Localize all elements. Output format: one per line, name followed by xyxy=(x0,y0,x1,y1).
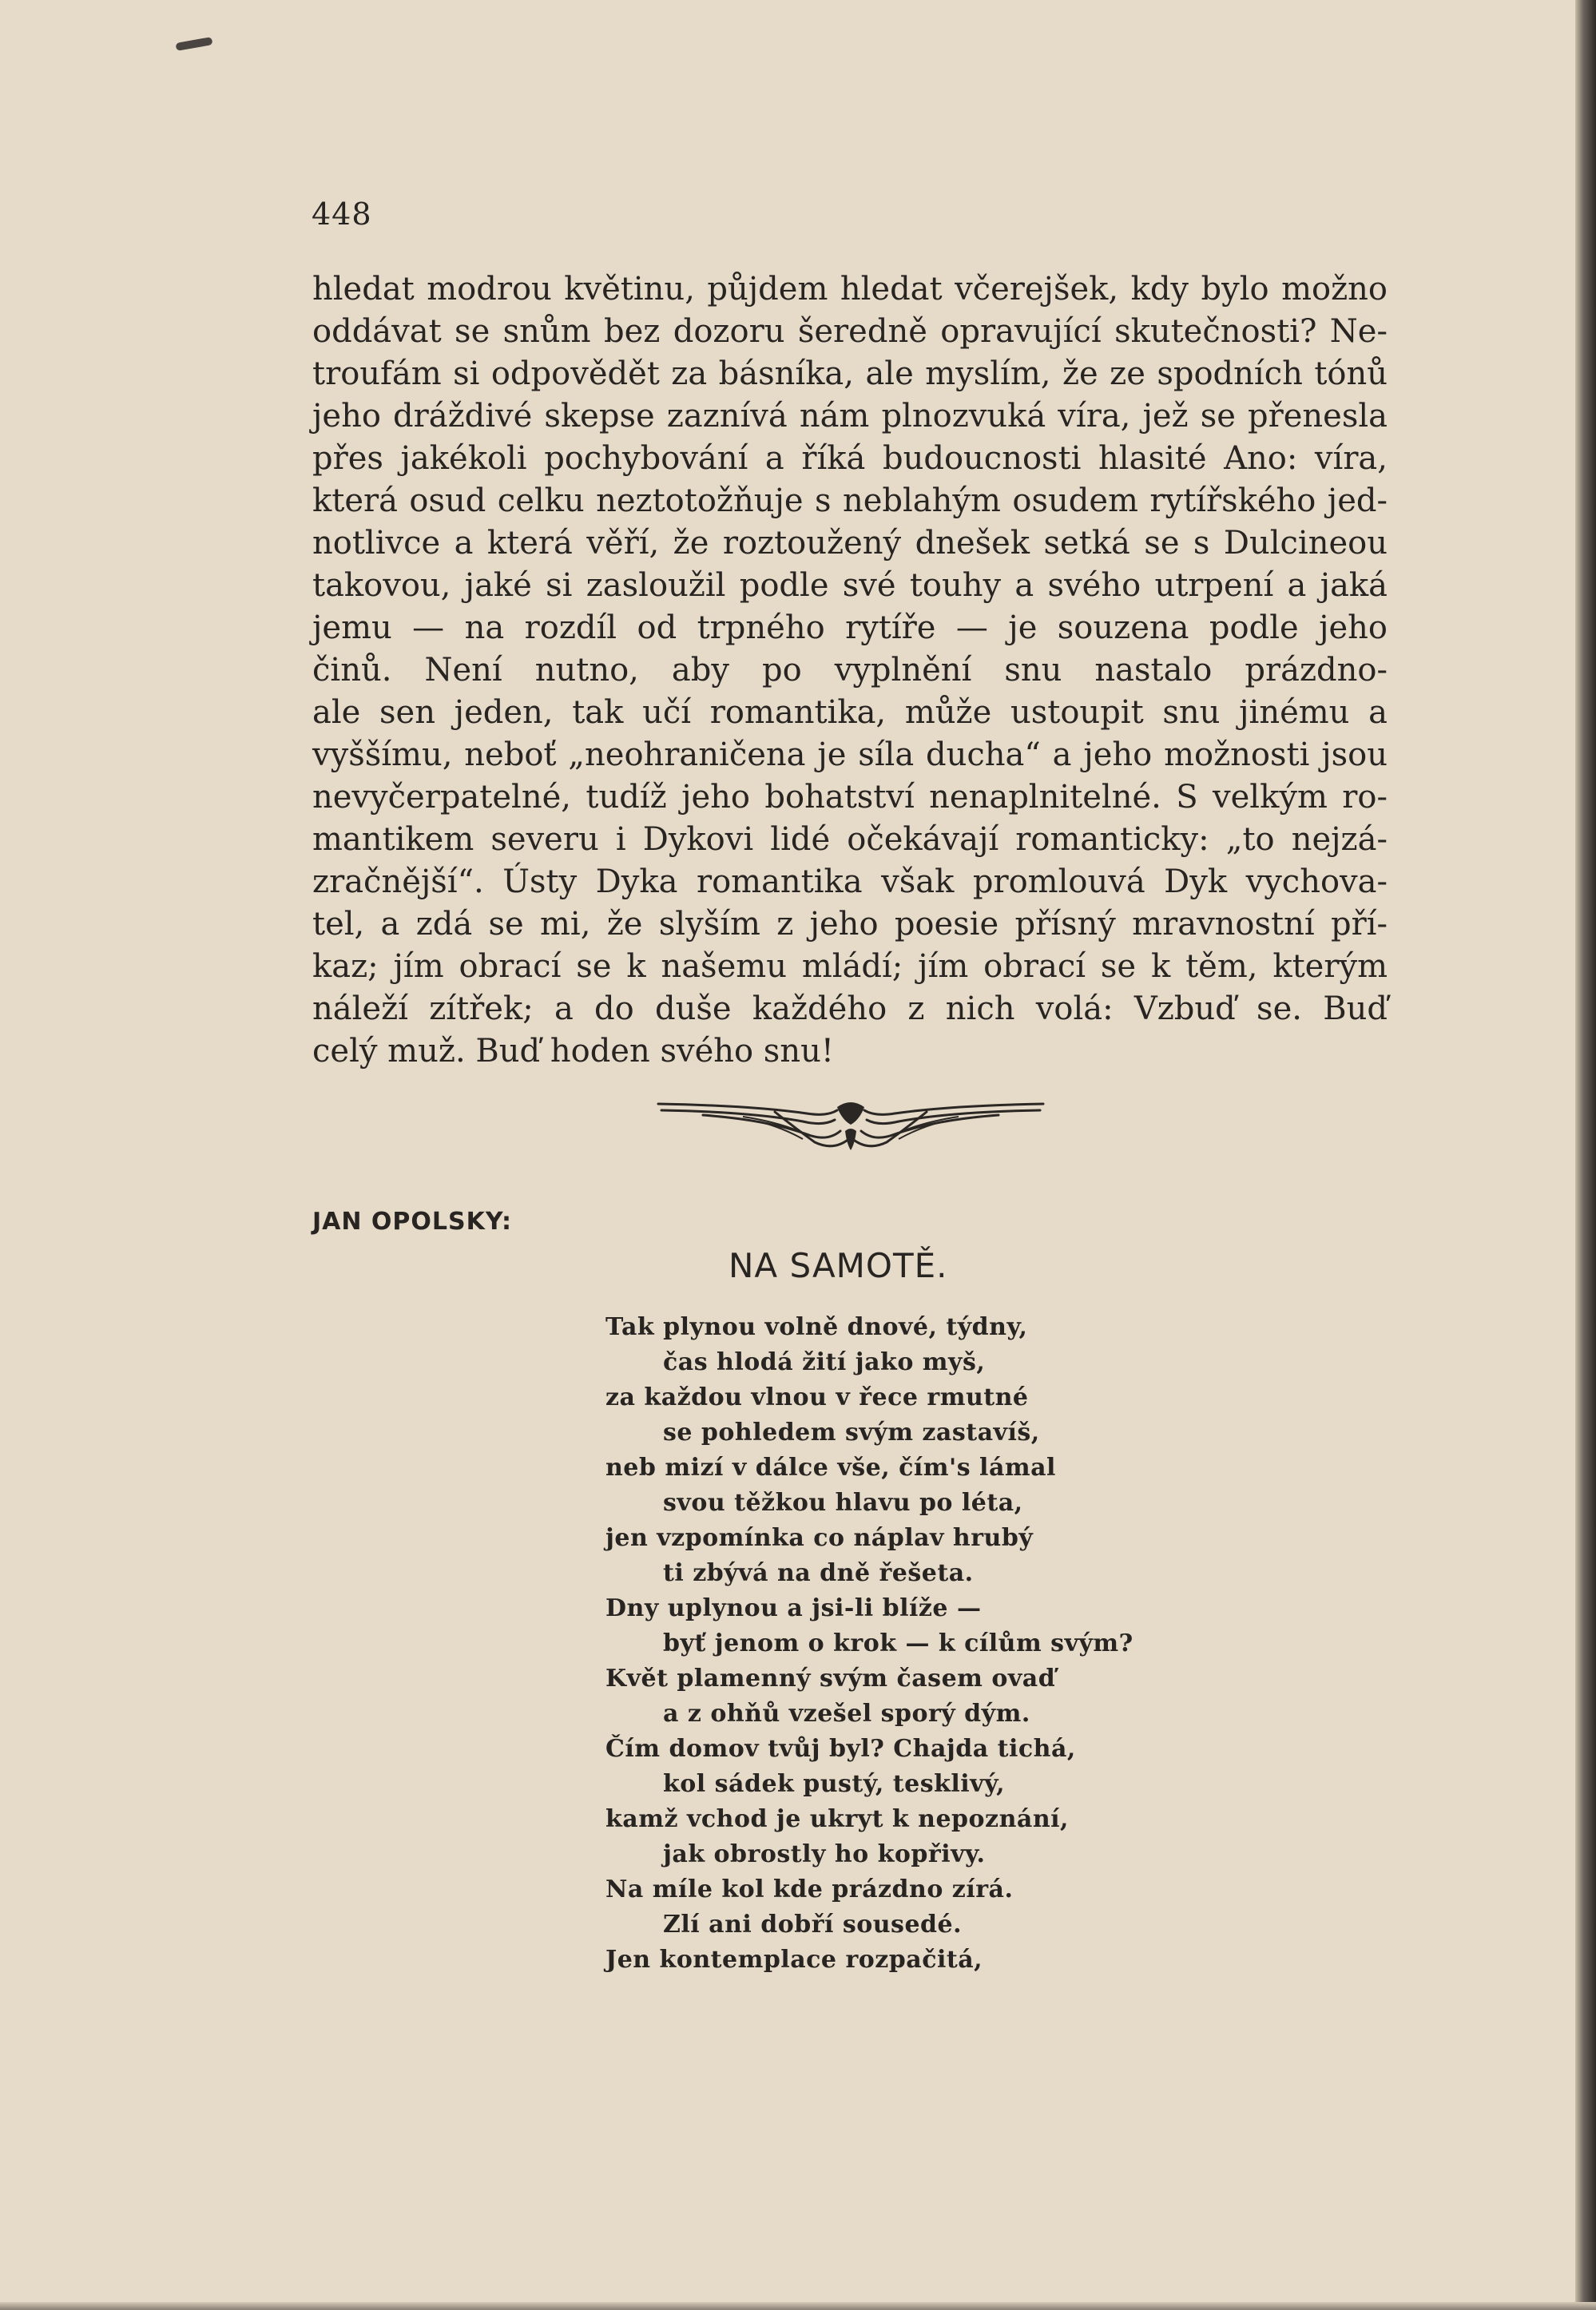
poem-line: Čím domov tvůj byl? Chajda tichá, xyxy=(605,1735,1076,1763)
poem-line: svou těžkou hlavu po léta, xyxy=(663,1489,1023,1517)
prose-line: vyššímu, neboť „neohraničena je síla ducha“ a jeho možnosti jsou xyxy=(312,736,1388,773)
prose-line: přes jakékoli pochybování a říká budoucnosti hlasité Ano: víra, xyxy=(312,440,1388,477)
prose-line: celý muž. Buď hoden svého snu! xyxy=(312,1033,834,1070)
prose-line: jeho dráždivé skepse zaznívá nám plnozvuká víra, jež se přenesla xyxy=(312,398,1388,435)
poem-line: kol sádek pustý, tesklivý, xyxy=(663,1770,1006,1798)
poem-line: Květ plamenný svým časem ovaď xyxy=(605,1665,1056,1693)
poem-line: Na míle kol kde prázdno zírá. xyxy=(605,1875,1014,1903)
ink-smudge xyxy=(175,37,212,51)
poem-line: neb mizí v dálce vše, čím's lámal xyxy=(605,1454,1056,1482)
prose-line: takovou, jaké si zasloužil podle své touhy a svého utrpení a jaká xyxy=(312,567,1388,604)
poem-line: se pohledem svým zastavíš, xyxy=(663,1419,1040,1447)
prose-line: troufám si odpovědět za básníka, ale myslím, že ze spodních tónů xyxy=(312,355,1388,392)
poem-line: byť jenom o krok — k cílům svým? xyxy=(663,1629,1133,1657)
poem-line: čas hlodá žití jako myš, xyxy=(663,1348,986,1376)
prose-line: tel, a zdá se mi, že slyším z jeho poesie přísný mravnostní pří- xyxy=(312,906,1388,943)
poem-line: Tak plynou volně dnové, týdny, xyxy=(605,1313,1028,1341)
poem-line: ti zbývá na dně řešeta. xyxy=(663,1559,974,1587)
prose-line: náleží zítřek; a do duše každého z nich volá: Vzbuď se. Buď xyxy=(312,990,1388,1027)
prose-line: hledat modrou květinu, půjdem hledat včerejšek, kdy bylo možno xyxy=(312,271,1388,308)
prose-line: oddávat se snům bez dozoru šeredně opravující skutečnosti? Ne- xyxy=(312,313,1388,350)
prose-line: ale sen jeden, tak učí romantika, může ustoupit snu jinému a xyxy=(312,694,1388,731)
prose-line: mantikem severu i Dykovi lidé očekávají romanticky: „to nejzá- xyxy=(312,821,1388,858)
poem-line: Jen kontemplace rozpačitá, xyxy=(605,1946,983,1974)
poem-title: NA SAMOTĚ. xyxy=(729,1246,948,1285)
prose-line: notlivce a která věří, že roztoužený dnešek setká se s Dulcineou xyxy=(312,525,1388,562)
prose-line: jemu — na rozdíl od trpného rytíře — je souzena podle jeho xyxy=(312,609,1388,646)
decorative-ornament-icon xyxy=(655,1096,1046,1155)
poem-line: kamž vchod je ukryt k nepoznání, xyxy=(605,1805,1069,1833)
poem-line: za každou vlnou v řece rmutné xyxy=(605,1383,1029,1411)
prose-line: činů. Není nutno, aby po vyplnění snu nastalo prázdno- xyxy=(312,652,1388,689)
prose-paragraph xyxy=(312,268,1388,1073)
prose-line: která osud celku neztotožňuje s neblahým osudem rytířského jed- xyxy=(312,482,1388,519)
poem-line: jen vzpomínka co náplav hrubý xyxy=(605,1524,1034,1552)
poem-line: Dny uplynou a jsi-li blíže — xyxy=(605,1594,982,1622)
poem-line: a z ohňů vzešel sporý dým. xyxy=(663,1700,1030,1728)
page-number: 448 xyxy=(312,196,372,232)
prose-line: nevyčerpatelné, tudíž jeho bohatství nenaplnitelné. S velkým ro- xyxy=(312,779,1388,816)
poem-line: jak obrostly ho kopřivy. xyxy=(663,1840,986,1868)
page-bottom-edge xyxy=(0,2302,1596,2310)
prose-line: zračnější“. Ústy Dyka romantika však promlouvá Dyk vychova- xyxy=(312,863,1388,900)
author-name: JAN OPOLSKY: xyxy=(312,1208,513,1236)
page-edge-shadow xyxy=(1575,0,1596,2310)
poem xyxy=(605,1310,1245,1978)
poem-line: Zlí ani dobří sousedé. xyxy=(663,1911,963,1939)
prose-line: kaz; jím obrací se k našemu mládí; jím obrací se k těm, kterým xyxy=(312,948,1388,985)
